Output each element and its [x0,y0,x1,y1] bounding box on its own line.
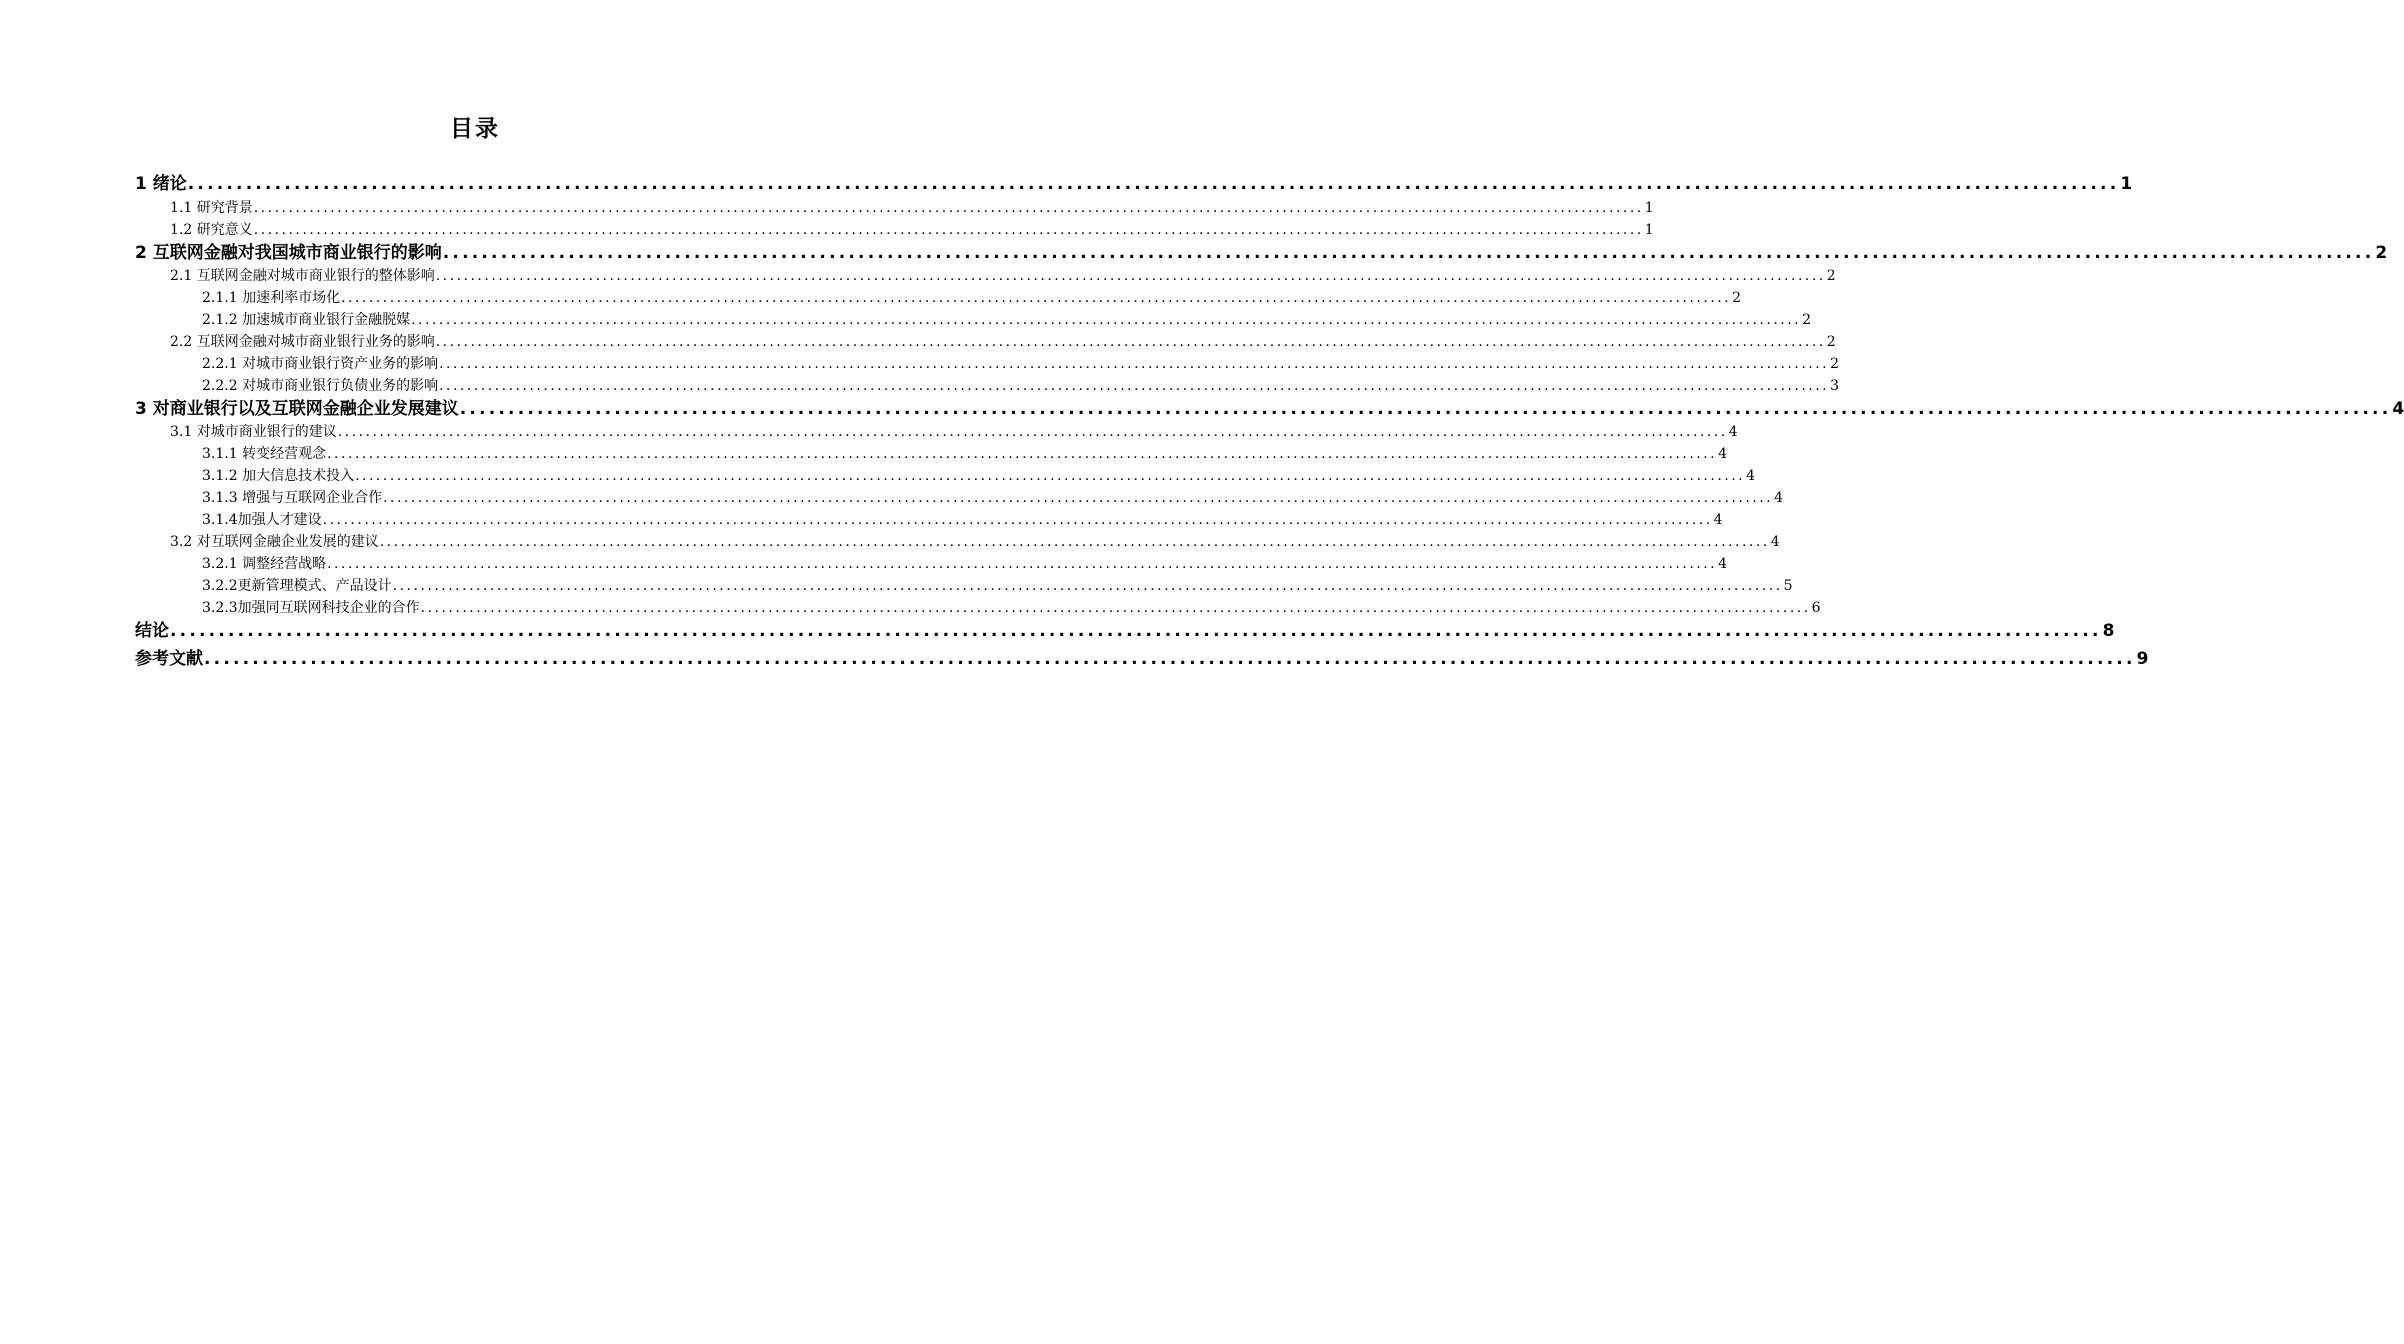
toc-page-number: 2 [2375,243,2388,263]
toc-entry-title: 2 互联网金融对我国城市商业银行的影响 [135,243,442,263]
toc-entry[interactable] [202,465,1756,487]
toc-page-number: 1 [1644,222,1654,238]
toc-entry[interactable] [202,375,1840,397]
toc-page-number: 4 [1774,490,1784,506]
toc-title: 目录 [450,116,500,142]
toc-entry[interactable] [170,197,1654,219]
toc-page-number: 2 [1732,290,1742,306]
toc-entry[interactable] [135,619,2115,643]
toc-page-number: 4 [1770,534,1780,550]
toc-entry[interactable] [202,287,1742,309]
toc-entry-title: 1 绪论 [135,174,187,194]
toc-entry-title: 3.2.3加强同互联网科技企业的合作 [202,600,420,616]
toc-entry-title: 3.2.2更新管理模式、产品设计 [202,578,392,594]
toc-entry-title: 2.2 互联网金融对城市商业银行业务的影响 [170,334,435,350]
toc-entry[interactable] [202,353,1840,375]
toc-page-number: 4 [1728,424,1738,440]
toc-entry-title: 2.1.1 加速利率市场化 [202,290,341,306]
toc-page-number: 2 [1802,312,1812,328]
toc-entry[interactable] [202,553,1728,575]
toc-page-number: 9 [2136,649,2149,669]
toc-entry[interactable] [135,172,2133,196]
toc-entry[interactable] [202,309,1812,331]
toc-page-number: 6 [1811,600,1821,616]
toc-dot-leader: ........................................................................................................................................................................................................ [383,490,1774,506]
toc-dot-leader: ........................................................................................................................................................................................................ [355,468,1746,484]
toc-entry-title: 3.1.4加强人才建设 [202,512,322,528]
toc-entry[interactable] [170,265,1836,287]
toc-dot-leader: ........................................................................................................................................................................................................ [327,556,1718,572]
toc-entry[interactable] [170,421,1738,443]
toc-entry[interactable] [135,397,2404,421]
toc-page-number: 2 [1826,268,1836,284]
toc-dot-leader: ........................................................................................................................................................................................................ [435,268,1826,284]
toc-page-number: 5 [1783,578,1793,594]
toc-dot-leader: ........................................................................................................................................................................................................ [439,378,1830,394]
toc-dot-leader: ........................................................................................................................................................................................................ [439,356,1830,372]
toc-entry[interactable] [202,509,1723,531]
toc-entry-title: 2.2.1 对城市商业银行资产业务的影响 [202,356,439,372]
toc-dot-leader: ........................................................................................................................................................................................................ [392,578,1783,594]
toc-entry[interactable] [170,219,1654,241]
toc-page-number: 2 [1830,356,1840,372]
toc-page-number: 2 [1826,334,1836,350]
toc-entry[interactable] [135,241,2388,265]
toc-entry-title: 1.2 研究意义 [170,222,253,238]
toc-entry-title: 3.2 对互联网金融企业发展的建议 [170,534,379,550]
toc-entry-title: 结论 [135,621,169,641]
toc-dot-leader: ........................................................................................................................................................................................................ [253,200,1644,216]
toc-entry-title: 3.1.2 加大信息技术投入 [202,468,355,484]
toc-page-number: 8 [2102,621,2115,641]
toc-dot-leader: ........................................................................................................................................................................................................ [459,399,2392,419]
toc-entry[interactable] [135,647,2149,671]
toc-entry-title: 3.1 对城市商业银行的建议 [170,424,337,440]
toc-page-number: 4 [2392,399,2404,419]
toc-page-number: 4 [1718,556,1728,572]
toc-page-number: 1 [2120,174,2133,194]
toc-dot-leader: ........................................................................................................................................................................................................ [170,621,2102,641]
toc-page-number: 4 [1713,512,1723,528]
toc-dot-leader: ........................................................................................................................................................................................................ [204,649,2136,669]
toc-entry-title: 2.1 互联网金融对城市商业银行的整体影响 [170,268,435,284]
toc-dot-leader: ........................................................................................................................................................................................................ [253,222,1644,238]
toc-entry-title: 3.2.1 调整经营战略 [202,556,327,572]
toc-entry-title: 3.1.3 增强与互联网企业合作 [202,490,383,506]
toc-entry[interactable] [170,531,1780,553]
toc-dot-leader: ........................................................................................................................................................................................................ [420,600,1811,616]
toc-dot-leader: ........................................................................................................................................................................................................ [435,334,1826,350]
toc-entry[interactable] [202,597,1821,619]
toc-page-number: 1 [1644,200,1654,216]
toc-dot-leader: ........................................................................................................................................................................................................ [322,512,1713,528]
toc-entry-title: 1.1 研究背景 [170,200,253,216]
toc-entry-title: 参考文献 [135,649,203,669]
toc-dot-leader: ........................................................................................................................................................................................................ [187,174,2120,194]
toc-entry[interactable] [170,331,1836,353]
toc-dot-leader: ........................................................................................................................................................................................................ [327,446,1718,462]
toc-entry-title: 3.1.1 转变经营观念 [202,446,327,462]
toc-page-number: 3 [1830,378,1840,394]
toc-dot-leader: ........................................................................................................................................................................................................ [337,424,1728,440]
toc-dot-leader: ........................................................................................................................................................................................................ [411,312,1802,328]
toc-dot-leader: ........................................................................................................................................................................................................ [341,290,1732,306]
toc-entry-title: 2.2.2 对城市商业银行负债业务的影响 [202,378,439,394]
toc-dot-leader: ........................................................................................................................................................................................................ [379,534,1770,550]
toc-page-number: 4 [1718,446,1728,462]
toc-entry-title: 3 对商业银行以及互联网金融企业发展建议 [135,399,459,419]
toc-entry-title: 2.1.2 加速城市商业银行金融脱媒 [202,312,411,328]
toc-dot-leader: ........................................................................................................................................................................................................ [442,243,2375,263]
toc-entry[interactable] [202,487,1784,509]
toc-entry[interactable] [202,443,1728,465]
toc-page-number: 4 [1746,468,1756,484]
toc-entry[interactable] [202,575,1793,597]
